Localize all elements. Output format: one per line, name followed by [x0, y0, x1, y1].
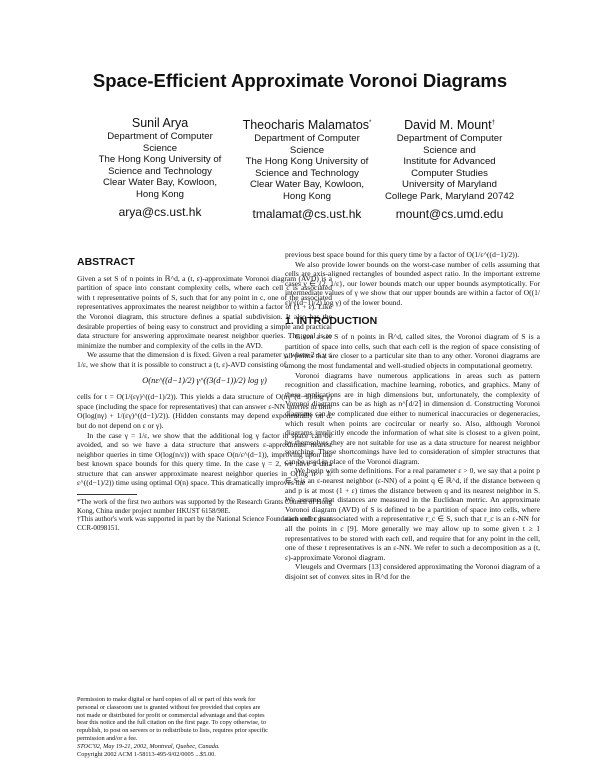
permission-line: not made or distributed for profit or commercial advantage and that copies	[77, 711, 265, 719]
affiliation-line: Institute for Advanced	[403, 156, 496, 168]
affiliation-line: Department of Computer	[107, 131, 213, 142]
affiliation-line: Clear Water Bay, Kowloon,	[102, 177, 218, 188]
affiliation-line: Science	[142, 142, 178, 154]
affiliation-line: The Hong Kong University of	[98, 154, 222, 165]
author-name: Sunil Arya	[131, 116, 189, 130]
author-block-mount	[382, 116, 517, 222]
permission-notice	[77, 696, 332, 758]
affiliation-line: Hong Kong	[135, 188, 184, 200]
footnote: *The work of the first two authors was supported by the Research Grants Council of Hong Kong, China under project number HKUST 6158/98E.	[77, 498, 332, 515]
abstract-paragraph: We also provide lower bounds on the worst-case number of cells assuming that cells are axis-aligned rectangles of bounded aspect ratio. In the important extreme cases γ ∈ {2, 1/ε}, our lower bounds match our upper bounds asymptotically. For intermediate values of γ we show that our upper bounds are within a factor of O((1/ε)^((d−1)/2) log γ) of the lower bound.	[285, 259, 540, 307]
abstract-continuation: previous best space bound for this query time by a factor of O(1/ε^((d−1)/2)).	[285, 250, 520, 259]
author-block-malamatos	[232, 116, 382, 222]
footnote-mark: *	[369, 120, 372, 126]
introduction-heading: 1. INTRODUCTION	[285, 314, 378, 327]
abstract-paragraph: cells for t = O(1/(εγ)^((d−1)/2)). This yields a data structure of O(nγ^(d−1) log γ) space (including the space for representatives) that can answer ε-NN queries in time O(log(nγ) + 1/(εγ)^((d−1)/2)). (Hidden constants may depend exponentially on d, but do not depend on ε or γ).	[77, 392, 332, 430]
abstract-heading: ABSTRACT	[77, 256, 135, 268]
author-name: Theocharis Malamatos*	[242, 118, 372, 133]
affiliation-line: Hong Kong	[282, 190, 331, 202]
abstract-paragraph: In the case γ = 1/ε, we show that the additional log γ factor in space can be avoided, and so we have a data structure that answers ε-approximate nearest neighbor queries in time O(log(n/ε)) with space O(n/ε^(d−1)), improving upon the best known space bounds for this query time. In the case γ = 2, we have a data structure that can answer approximate nearest neighbor queries in O(log n + 1/ε^((d−1)/2)) time using optimal O(n) space. This dramatically improves the	[77, 430, 332, 488]
affiliation-line: Science and	[423, 144, 476, 156]
affiliation-line: Science	[289, 144, 325, 156]
permission-line: bear this notice and the full citation on the first page. To copy otherwise, to	[77, 719, 266, 727]
affiliation-line: Department of Computer	[396, 133, 503, 145]
permission-line: Permission to make digital or hard copies of all or part of this work for	[77, 696, 256, 703]
affiliation-line: Science and Technology	[255, 167, 359, 179]
affiliation-line: Science and Technology	[108, 165, 212, 177]
permission-line: personal or classroom use is granted without fee provided that copies are	[77, 703, 261, 711]
author-block-arya	[88, 116, 232, 220]
copyright-line: Copyright 2002 ACM 1-58113-495-9/02/0005 ...$5.00.	[77, 750, 216, 758]
author-email: arya@cs.ust.hk	[118, 205, 202, 219]
affiliation-line: The Hong Kong University of	[245, 156, 369, 168]
paper-title: Space-Efficient Approximate Voronoi Diagrams	[92, 70, 508, 91]
intro-paragraph: We begin with some definitions. For a real parameter ε > 0, we say that a point p ∈ S is an ε-nearest neighbor (ε-NN) of a point q ∈ ℝ^d, if the distance between q and p is at most (1 + ε) times the distance between q and its nearest neighbor in S. We assume that distances are measured in the Euclidean metric. An approximate Voronoi diagram (AVD) of S is defined to be a partition of space into cells, where each cell c is associated with a representative r_c ∈ S, such that r_c is an ε-NN for all the points in c [9]. More generally we may allow up to some given t ≥ 1 representatives to be stored with each cell, and require that for any point in the cell, one of these t representatives is an ε-NN. We refer to such a decomposition as a (t, ε)-approximate Voronoi diagram.	[285, 466, 540, 562]
author-email: mount@cs.umd.edu	[395, 207, 504, 222]
affiliation-line: University of Maryland	[402, 179, 497, 191]
abstract-paragraph: We assume that the dimension d is fixed. Given a real parameter γ, where 2 ≤ γ ≤ 1/ε, we show that it is possible to construct a (t, ε)-AVD consisting of	[77, 350, 332, 369]
abstract-formula: O(nε^((d−1)/2) γ^((3(d−1))/2) log γ)	[142, 374, 267, 385]
author-email: tmalamat@cs.ust.hk	[252, 207, 362, 222]
permission-line: permission and/or a fee.	[77, 734, 138, 742]
intro-paragraph: Given a set S of n points in ℝ^d, called sites, the Voronoi diagram of S is a partition of space into cells, such that each cell is the region of space consisting of all points that are closer to a particular site than to any other. Voronoi diagrams are among the most fundamental and well-studied objects in computational geometry.	[285, 332, 540, 370]
intro-paragraph: Vleugels and Overmars [13] considered approximating the Voronoi diagram of a disjoint set of convex sites in ℝ^d for the	[285, 562, 540, 581]
conference-line: STOC'02, May 19-21, 2002, Montreal, Quebec, Canada.	[77, 742, 220, 750]
footnote-divider	[77, 494, 137, 495]
footnote-mark: †	[491, 120, 495, 126]
affiliation-line: Clear Water Bay, Kowloon,	[249, 179, 365, 191]
intro-paragraph: Voronoi diagrams have numerous applications in areas such as pattern recognition and classification, machine learning, robotics, and graphics. Many of these applications are in high dimensions but, unfortunately, the complexity of Voronoi diagrams can be as high as n^⌈d/2⌉ in dimension d. Constructing Voronoi diagrams can be complicated due either to numerical inaccuracies or degeneracies, which result when points are cocircular or nearly so. Also, although Voronoi diagrams implicitly encode the information of what site is closest to a given point, by themselves they are not suitable for use as a data structure for nearest neighbor searching. These shortcomings have led to consideration of simpler structures that can be used in place of the Voronoi diagram.	[285, 370, 540, 466]
affiliation-line: College Park, Maryland 20742	[384, 190, 515, 202]
author-name: David M. Mount†	[404, 118, 495, 133]
permission-line: republish, to post on servers or to redistribute to lists, requires prior specific	[77, 727, 268, 735]
affiliation-line: Computer Studies	[411, 167, 488, 179]
affiliation-line: Department of Computer	[254, 133, 360, 145]
abstract-paragraph: Given a set S of n points in ℝ^d, a (t, ε)-approximate Voronoi diagram (AVD) is a partition of space into constant complexity cells, where each cell c is associated with t representative points of S, such that for any point in c, one of the associated representatives approximates the nearest neighbor to within a factor of (1 + ε). Like the Voronoi diagram, this structure defines a spatial subdivision. It also has the desirable properties of being easy to construct and providing a simple and practical data structure for answering approximate nearest neighbor queries. The goal is to minimize the number and complexity of the cells in the AVD.	[77, 273, 332, 350]
footnote: †This author's work was supported in part by the National Science Foundation under grant CCR-0098151.	[77, 515, 332, 532]
right-column	[285, 250, 540, 582]
